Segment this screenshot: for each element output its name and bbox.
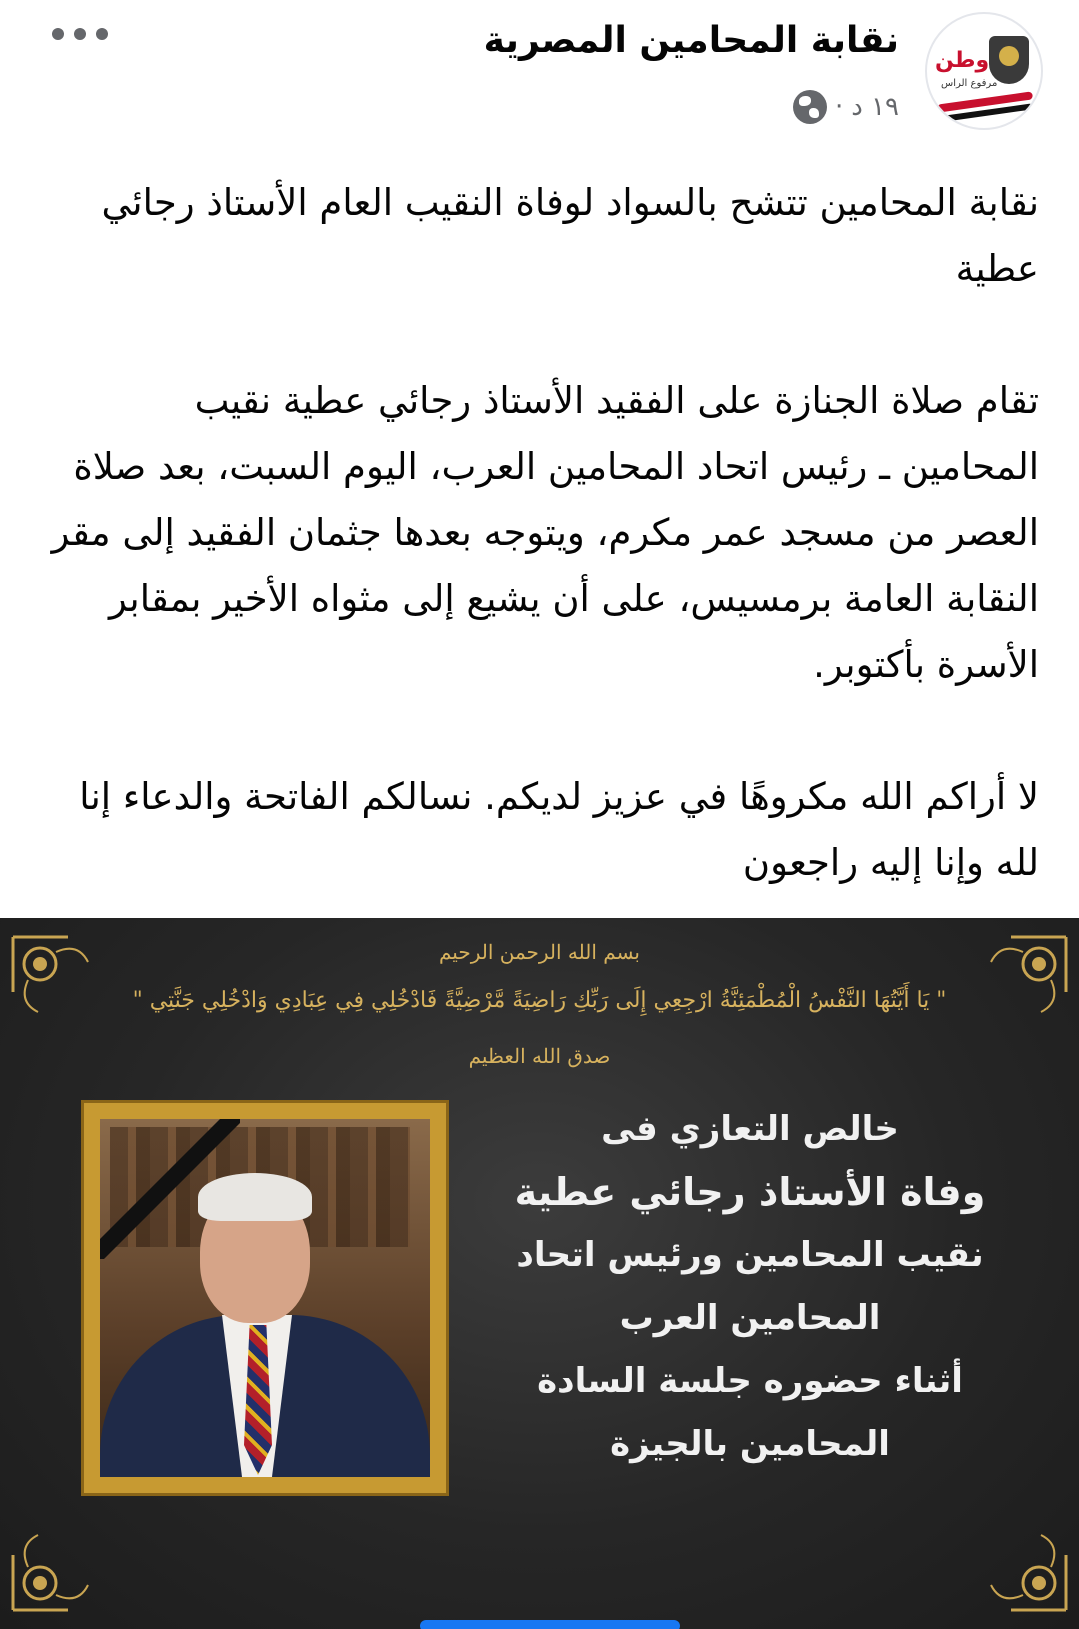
globe-icon xyxy=(793,90,827,124)
dot xyxy=(52,28,64,40)
portrait-photo xyxy=(100,1119,430,1477)
basmala: بسم الله الرحمن الرحيم xyxy=(438,940,640,964)
page-avatar[interactable] xyxy=(925,12,1043,130)
post-image[interactable] xyxy=(0,918,1079,1629)
ornament-corner-icon xyxy=(8,1525,98,1615)
ornament-corner-icon xyxy=(981,1525,1071,1615)
emblem-icon xyxy=(989,36,1029,84)
portrait-hair xyxy=(198,1173,312,1221)
condolence-line: المحامين بالجيزة xyxy=(610,1424,890,1464)
condolence-line: المحامين العرب xyxy=(619,1298,881,1338)
bottom-indicator xyxy=(420,1620,680,1629)
condolence-line: وفاة الأستاذ رجائي عطية xyxy=(514,1170,986,1214)
post-text xyxy=(49,170,1039,896)
quran-verse: " يَا أَيَّتُهَا النَّفْسُ الْمُطْمَئِنَّةُ ارْجِعِي إِلَى رَبِّكِ رَاضِيَةً مَّرْضِيَّةً فَادْخُلِي فِي عِبَادِي وَادْخُلِي جَنَّتِي " xyxy=(132,988,947,1013)
post-meta xyxy=(793,90,899,124)
dot xyxy=(96,28,108,40)
dot xyxy=(74,28,86,40)
meta-separator: · xyxy=(834,92,844,122)
post-paragraph: لا أراكم الله مكروهًا في عزيز لديكم. نسالكم الفاتحة والدعاء إنا لله وإنا إليه راجعون xyxy=(79,775,1039,884)
condolence-text xyxy=(470,1098,1030,1476)
condolence-line: نقيب المحامين ورئيس اتحاد xyxy=(516,1235,984,1275)
condolence-line: أثناء حضوره جلسة السادة xyxy=(537,1361,963,1401)
condolence-line: خالص التعازي فى xyxy=(601,1109,899,1149)
avatar-logo-subtext: مرفوع الراس xyxy=(941,78,998,89)
more-dots-icon[interactable] xyxy=(52,22,108,46)
page-name[interactable]: نقابة المحامين المصرية xyxy=(483,20,899,61)
post-header xyxy=(0,0,1079,150)
portrait-frame xyxy=(84,1103,446,1493)
verse-closing: صدق الله العظيم xyxy=(468,1044,611,1068)
timestamp[interactable]: ١٩ د xyxy=(851,92,899,122)
avatar-logo-text: وطن xyxy=(935,48,990,73)
post-paragraph: نقابة المحامين تتشح بالسواد لوفاة النقيب العام الأستاذ رجائي عطية xyxy=(101,181,1039,290)
post-paragraph: تقام صلاة الجنازة على الفقيد الأستاذ رجائي عطية نقيب المحامين ـ رئيس اتحاد المحامين العرب، اليوم السبت، بعد صلاة العصر من مسجد عمر مكرم، ويتوجه بعدها جثمان الفقيد إلى مقر النقابة العامة برمسيس، على أن يشيع إلى مثواه الأخير بمقابر الأسرة بأكتوبر. xyxy=(51,379,1039,686)
